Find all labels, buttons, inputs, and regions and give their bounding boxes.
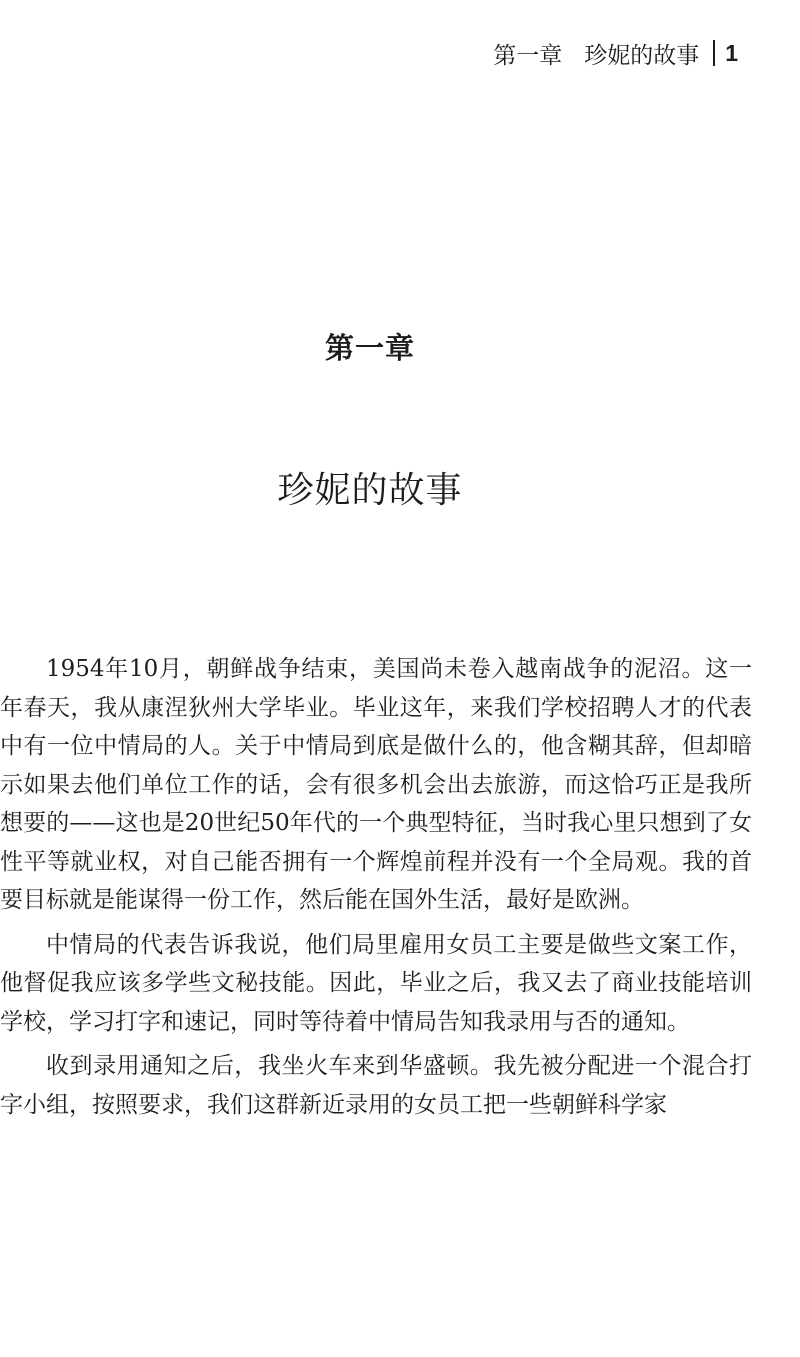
paragraph: 中情局的代表告诉我说，他们局里雇用女员工主要是做些文案工作，他督促我应该多学些文秘技能。因此，毕业之后，我又去了商业技能培训学校，学习打字和速记，同时等待着中情局告知我录用与否的通知。 — [0, 931, 752, 1035]
page-number: 1 — [725, 39, 738, 66]
chapter-number: 第一章 — [324, 331, 415, 365]
body-text — [0, 650, 752, 1130]
paragraph: 收到录用通知之后，我坐火车来到华盛顿。我先被分配进一个混合打字小组，按照要求，我们这群新近录用的女员工把一些朝鲜科学家 — [0, 1053, 752, 1118]
paragraph: 1954年10月，朝鲜战争结束，美国尚未卷入越南战争的泥沼。这一年春天，我从康涅狄州大学毕业。毕业这年，来我们学校招聘人才的代表中有一位中情局的人。关于中情局到底是做什么的，他含糊其辞，但却暗示如果去他们单位工作的话，会有很多机会出去旅游，而这恰巧正是我所想要的——这也是20世纪50年代的一个典型特征，当时我心里只想到了女性平等就业权，对自己能否拥有一个辉煌前程并没有一个全局观。我的首要目标就是能谋得一份工作，然后能在国外生活，最好是欧洲。 — [0, 656, 752, 913]
running-header — [493, 36, 738, 70]
chapter-title: 珍妮的故事 — [277, 470, 463, 511]
running-header-chapter: 第一章 — [493, 42, 563, 69]
running-header-title: 珍妮的故事 — [584, 42, 700, 69]
running-header-separator — [713, 40, 715, 66]
